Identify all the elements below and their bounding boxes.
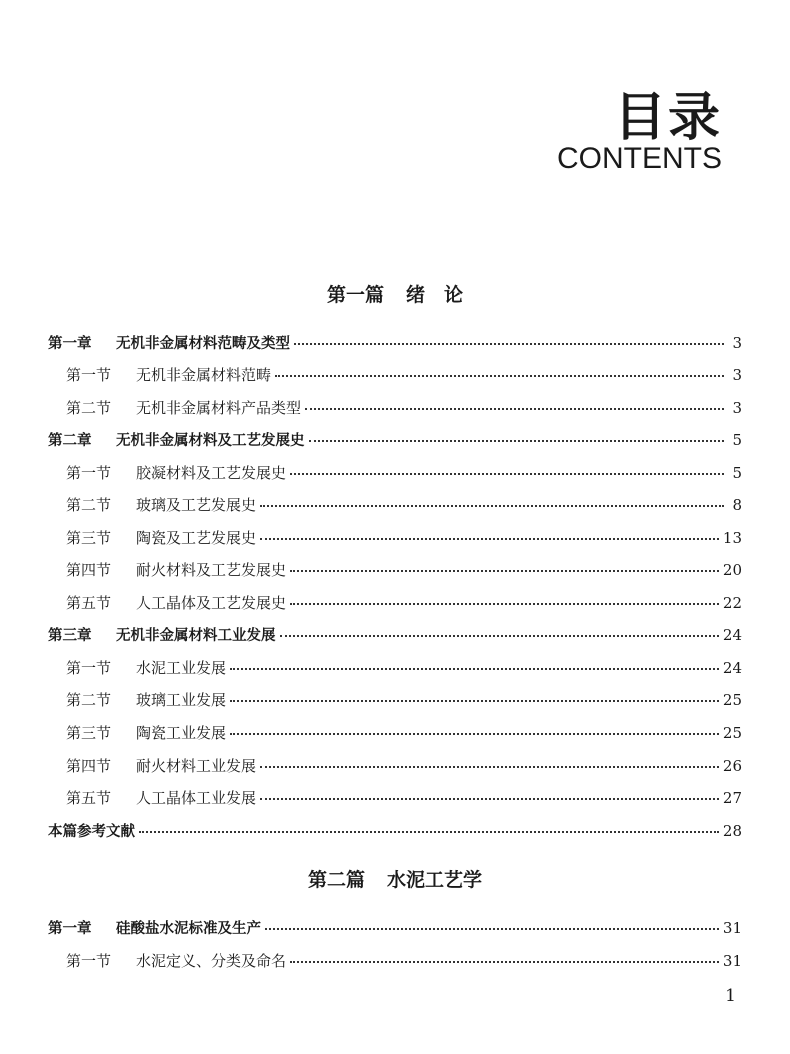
- dot-leader: [305, 407, 724, 410]
- entry-page-number: 24: [722, 626, 742, 644]
- dot-leader: [260, 504, 724, 507]
- entry-title: 陶瓷及工艺发展史: [136, 529, 257, 547]
- entry-title: 水泥定义、分类及命名: [136, 952, 287, 970]
- entry-number: 第一节: [66, 659, 112, 677]
- page-number: 1: [725, 986, 736, 1006]
- entry-number: 第二节: [66, 691, 112, 709]
- part-title: 水泥工艺学: [387, 869, 483, 891]
- part-heading: [0, 283, 790, 307]
- part-number: 第一篇: [326, 284, 384, 306]
- title-cn: 目录: [613, 88, 722, 148]
- entry-number: 第一章: [48, 921, 92, 937]
- entry-number: 第一节: [66, 464, 112, 482]
- toc-section-entry[interactable]: [48, 397, 742, 419]
- entry-page-number: 8: [732, 496, 742, 514]
- entry-title: 耐火材料工业发展: [136, 757, 257, 775]
- dot-leader: [260, 537, 719, 540]
- entry-title: 人工晶体工业发展: [136, 789, 257, 807]
- dot-leader: [294, 342, 724, 345]
- entry-number: 第二节: [66, 496, 112, 514]
- entry-page-number: 31: [722, 919, 742, 937]
- dot-leader: [230, 699, 719, 702]
- entry-title: 无机非金属材料范畴: [136, 366, 272, 384]
- entry-title: 玻璃工业发展: [136, 691, 227, 709]
- dot-leader: [260, 797, 719, 800]
- entry-title: 本篇参考文献: [48, 824, 135, 840]
- entry-page-number: 31: [722, 952, 742, 970]
- entry-page-number: 25: [722, 724, 742, 742]
- entry-title: 玻璃及工艺发展史: [136, 496, 257, 514]
- entry-page-number: 28: [722, 822, 742, 840]
- entry-page-number: 24: [722, 659, 742, 677]
- entry-number: 第三节: [66, 529, 112, 547]
- entry-page-number: 5: [732, 464, 742, 482]
- entry-title: 无机非金属材料范畴及类型: [116, 336, 290, 352]
- toc-section-entry[interactable]: [48, 364, 742, 386]
- entry-number: 第一章: [48, 336, 92, 352]
- dot-leader: [260, 765, 719, 768]
- entry-title: 硅酸盐水泥标准及生产: [116, 921, 261, 937]
- toc-section-entry[interactable]: [48, 559, 742, 581]
- entry-page-number: 22: [722, 594, 742, 612]
- toc-section-entry[interactable]: [48, 657, 742, 679]
- dot-leader: [265, 927, 719, 930]
- entry-number: 第四节: [66, 561, 112, 579]
- toc-section-entry[interactable]: [48, 689, 742, 711]
- toc-chapter-entry[interactable]: [48, 332, 742, 354]
- entry-title: 无机非金属材料产品类型: [136, 399, 302, 417]
- entry-number: 第一节: [66, 952, 112, 970]
- entry-page-number: 27: [722, 789, 742, 807]
- entry-page-number: 3: [732, 366, 742, 384]
- entry-title: 水泥工业发展: [136, 659, 227, 677]
- entry-number: 第四节: [66, 757, 112, 775]
- toc-chapter-entry[interactable]: [48, 917, 742, 939]
- toc-section-entry[interactable]: [48, 494, 742, 516]
- dot-leader: [275, 374, 724, 377]
- toc-chapter-entry[interactable]: [48, 429, 742, 451]
- toc-section-entry[interactable]: [48, 722, 742, 744]
- entry-number: 第三节: [66, 724, 112, 742]
- dot-leader: [139, 830, 719, 833]
- dot-leader: [290, 472, 724, 475]
- entry-number: 第五节: [66, 594, 112, 612]
- toc-chapter-entry[interactable]: [48, 624, 742, 646]
- entry-number: 第二节: [66, 399, 112, 417]
- entry-number: 第五节: [66, 789, 112, 807]
- toc-section-entry[interactable]: [48, 787, 742, 809]
- dot-leader: [309, 439, 725, 442]
- entry-title: 无机非金属材料工业发展: [116, 628, 276, 644]
- dot-leader: [230, 732, 719, 735]
- entry-page-number: 5: [732, 431, 742, 449]
- entry-page-number: 26: [722, 757, 742, 775]
- part-number: 第二篇: [307, 869, 365, 891]
- entry-number: 第三章: [48, 628, 92, 644]
- entry-page-number: 3: [732, 399, 742, 417]
- toc-section-entry[interactable]: [48, 527, 742, 549]
- dot-leader: [290, 960, 719, 963]
- toc-section-entry[interactable]: [48, 592, 742, 614]
- entry-page-number: 3: [732, 334, 742, 352]
- toc-section-entry[interactable]: [48, 950, 742, 972]
- entry-title: 陶瓷工业发展: [136, 724, 227, 742]
- dot-leader: [230, 667, 719, 670]
- toc-chapter-entry[interactable]: [48, 820, 742, 842]
- dot-leader: [280, 634, 719, 637]
- entry-title: 耐火材料及工艺发展史: [136, 561, 287, 579]
- toc-section-entry[interactable]: [48, 462, 742, 484]
- title-en: CONTENTS: [557, 142, 722, 175]
- toc-section-entry[interactable]: [48, 755, 742, 777]
- dot-leader: [290, 602, 719, 605]
- entry-number: 第一节: [66, 366, 112, 384]
- entry-page-number: 20: [722, 561, 742, 579]
- entry-number: 第二章: [48, 433, 92, 449]
- entry-title: 无机非金属材料及工艺发展史: [116, 433, 305, 449]
- entry-page-number: 25: [722, 691, 742, 709]
- part-title: 绪 论: [406, 284, 464, 306]
- entry-title: 胶凝材料及工艺发展史: [136, 464, 287, 482]
- dot-leader: [290, 569, 719, 572]
- entry-page-number: 13: [722, 529, 742, 547]
- entry-title: 人工晶体及工艺发展史: [136, 594, 287, 612]
- part-heading: [0, 868, 790, 892]
